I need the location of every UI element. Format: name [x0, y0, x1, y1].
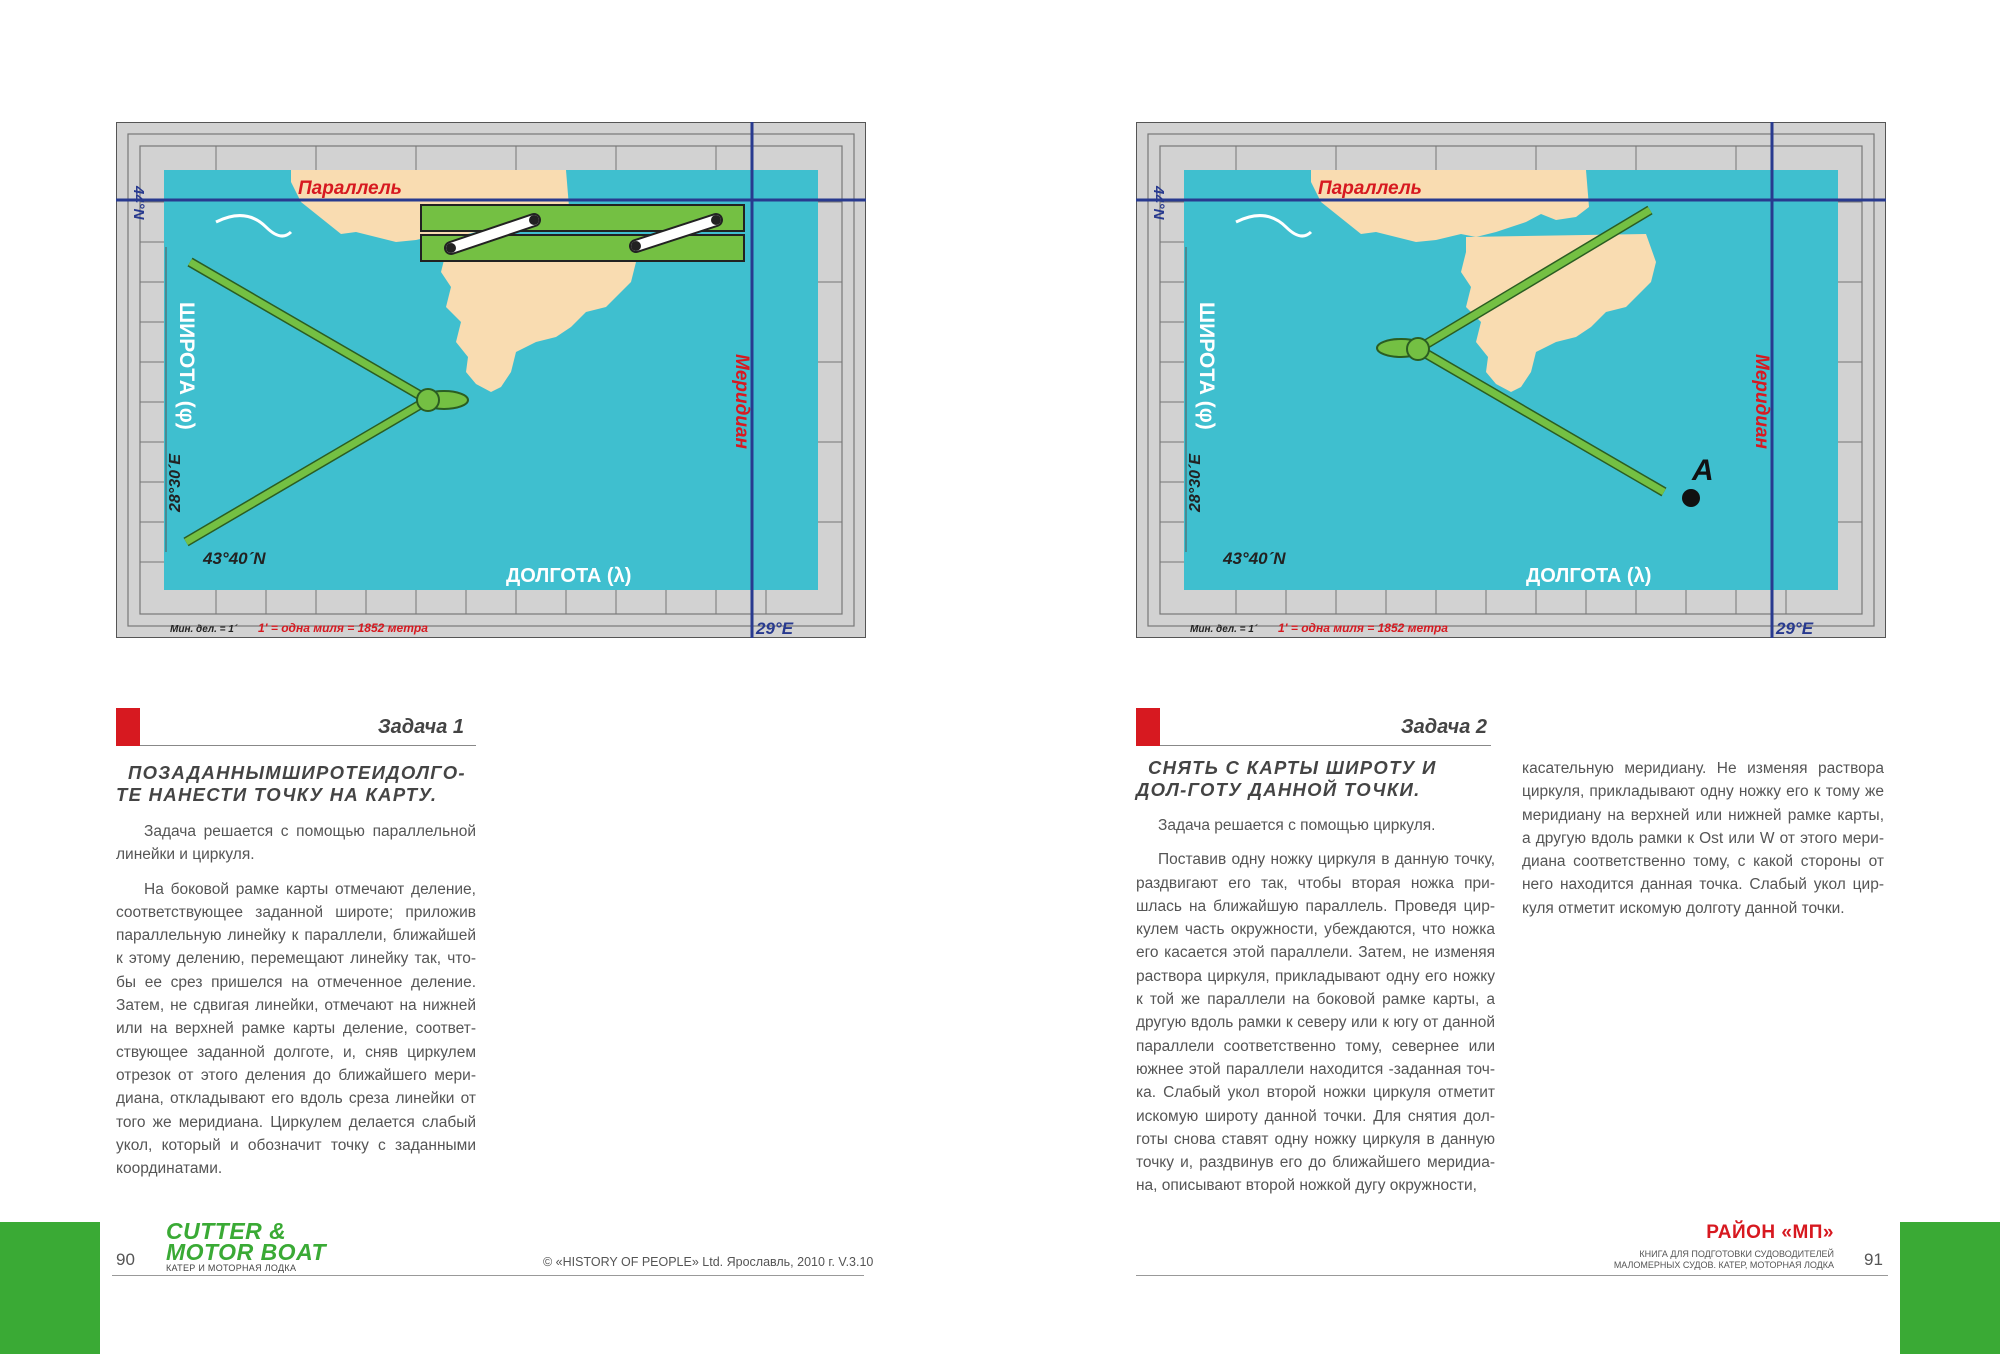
lon-point-label: 28°30´E — [1187, 454, 1204, 512]
scale-note: Мин. дел. = 1´ — [170, 624, 238, 635]
lon-right-label: 29°E — [1776, 619, 1814, 638]
parallel-label: Параллель — [298, 178, 402, 199]
meridian-label: Меридиан — [731, 354, 752, 449]
point-a-marker — [1682, 489, 1700, 507]
task2-paragraph: касательную меридиану. Не изменяя раствора циркуля, прикладывают одну ножку его к тому же меридиану на верхней или нижней рамке карты, а другую вдоль рамки к Ost или W от этого мери-диана соответственно тому, с какой стороны от него находится данная точка. Слабый укол цир-куля отметит искомую долготу данной точки. — [1522, 760, 1884, 917]
footer-green-block-left — [0, 1222, 100, 1354]
chart-figure-task2 — [1136, 122, 1886, 638]
task2-text-col2 — [1522, 757, 1884, 931]
task2-paragraph: Задача решается с помощью циркуля. — [1158, 817, 1436, 834]
lat-point-label: 43°40´N — [203, 549, 266, 568]
point-a-label: A — [1692, 454, 1714, 487]
brand-logo — [166, 1218, 327, 1265]
lat-point-label: 43°40´N — [1223, 549, 1286, 568]
footer-green-block-right — [1900, 1222, 2000, 1354]
mile-note: 1' = одна миля = 1852 метра — [1278, 621, 1448, 635]
task2-header — [1136, 708, 1491, 746]
lat-top-label: 44°N — [1150, 186, 1167, 220]
nautical-chart-diagram — [116, 122, 866, 638]
task1-title: Задача 1 — [377, 716, 464, 738]
task1-text — [116, 820, 476, 1191]
task2-title: Задача 2 — [1400, 716, 1487, 738]
red-marker — [116, 708, 140, 746]
scale-note: Мин. дел. = 1´ — [1190, 624, 1258, 635]
task1-paragraph: Задача решается с помощью параллельной линейки и циркуля. — [116, 823, 476, 864]
lon-point-label: 28°30´E — [167, 454, 184, 512]
page-number-left: 90 — [116, 1250, 135, 1269]
longitude-label: ДОЛГОТА (λ) — [1526, 565, 1652, 587]
task2-text-col1 — [1136, 814, 1495, 1209]
task2-paragraph: Поставив одну ножку циркуля в данную точку, раздвигают его так, чтобы вторая ножка при-шлась на ближайшую параллель. Проведя цир-кулем часть окружности, убеждаются, что ножка его касается этой параллели. Затем, не изменяя раствора циркуля, прикладывают одну его ножку к той же параллели на боковой рамке карты, а другую вдоль рамки к северу или к югу от данной параллели соответственно тому, севернее или южнее этой параллели находится -заданная точ-ка. Слабый укол второй ножки циркуля отметит искомую широту данной точки. Для снятия дол-готы снова ставят одну ножку циркуля в данную точку и, раздвинув его до ближайшего меридиа-на, описывают второй ножкой дугу окружности, — [1136, 851, 1495, 1195]
lon-right-label: 29°E — [756, 619, 794, 638]
mile-note: 1' = одна миля = 1852 метра — [258, 621, 428, 635]
brand-subtitle: КАТЕР И МОТОРНАЯ ЛОДКА — [166, 1263, 297, 1273]
chart-figure-task1 — [116, 122, 866, 638]
parallel-label: Параллель — [1318, 178, 1422, 199]
brand-line1: CUTTER & — [166, 1218, 287, 1244]
lat-top-label: 44°N — [130, 186, 147, 220]
longitude-label: ДОЛГОТА (λ) — [506, 565, 632, 587]
task2-heading: СНЯТЬ С КАРТЫ ШИРОТУ И ДОЛ-ГОТУ ДАННОЙ ТОЧКИ. — [1136, 757, 1437, 800]
latitude-label: ШИРОТА (φ) — [1195, 302, 1218, 430]
brand-line2: MOTOR BOAT — [166, 1239, 327, 1265]
latitude-label: ШИРОТА (φ) — [175, 302, 198, 430]
nautical-chart-diagram — [1136, 122, 1886, 638]
red-marker — [1136, 708, 1160, 746]
task1-header — [116, 708, 476, 746]
task1-heading: ПОЗАДАННЫМШИРОТЕИДОЛГО-ТЕ НАНЕСТИ ТОЧКУ НА КАРТУ. — [116, 762, 466, 805]
book-subtitle: КНИГА ДЛЯ ПОДГОТОВКИ СУДОВОДИТЕЛЕЙ МАЛОМЕРНЫХ СУДОВ. КАТЕР, МОТОРНАЯ ЛОДКА — [1613, 1249, 1834, 1270]
task1-paragraph: На боковой рамке карты отмечают деление, соответствующее заданной широте; приложив параллельную линейку к параллели, ближайшей к этому делению, перемещают линейку так, что-бы ее срез пришелся на отмеченное деление. Затем, не сдвигая линейки, отмечают на нижней или на верхней рамке карты деление, соответ-ствующее заданной долготе, и, сняв циркулем отрезок от этого деления до ближайшего мери-диана, откладывают его вдоль среза линейки от того же меридиана. Циркулем делается слабый укол, который и обозначит точку с заданными координатами. — [116, 880, 476, 1178]
copyright-text: © «HISTORY OF PEOPLE» Ltd. Ярославль, 2010 г. V.3.10 — [543, 1255, 874, 1269]
section-name: РАЙОН «МП» — [1706, 1222, 1834, 1243]
page-number-right: 91 — [1864, 1250, 1883, 1269]
meridian-label: Меридиан — [1751, 354, 1772, 449]
